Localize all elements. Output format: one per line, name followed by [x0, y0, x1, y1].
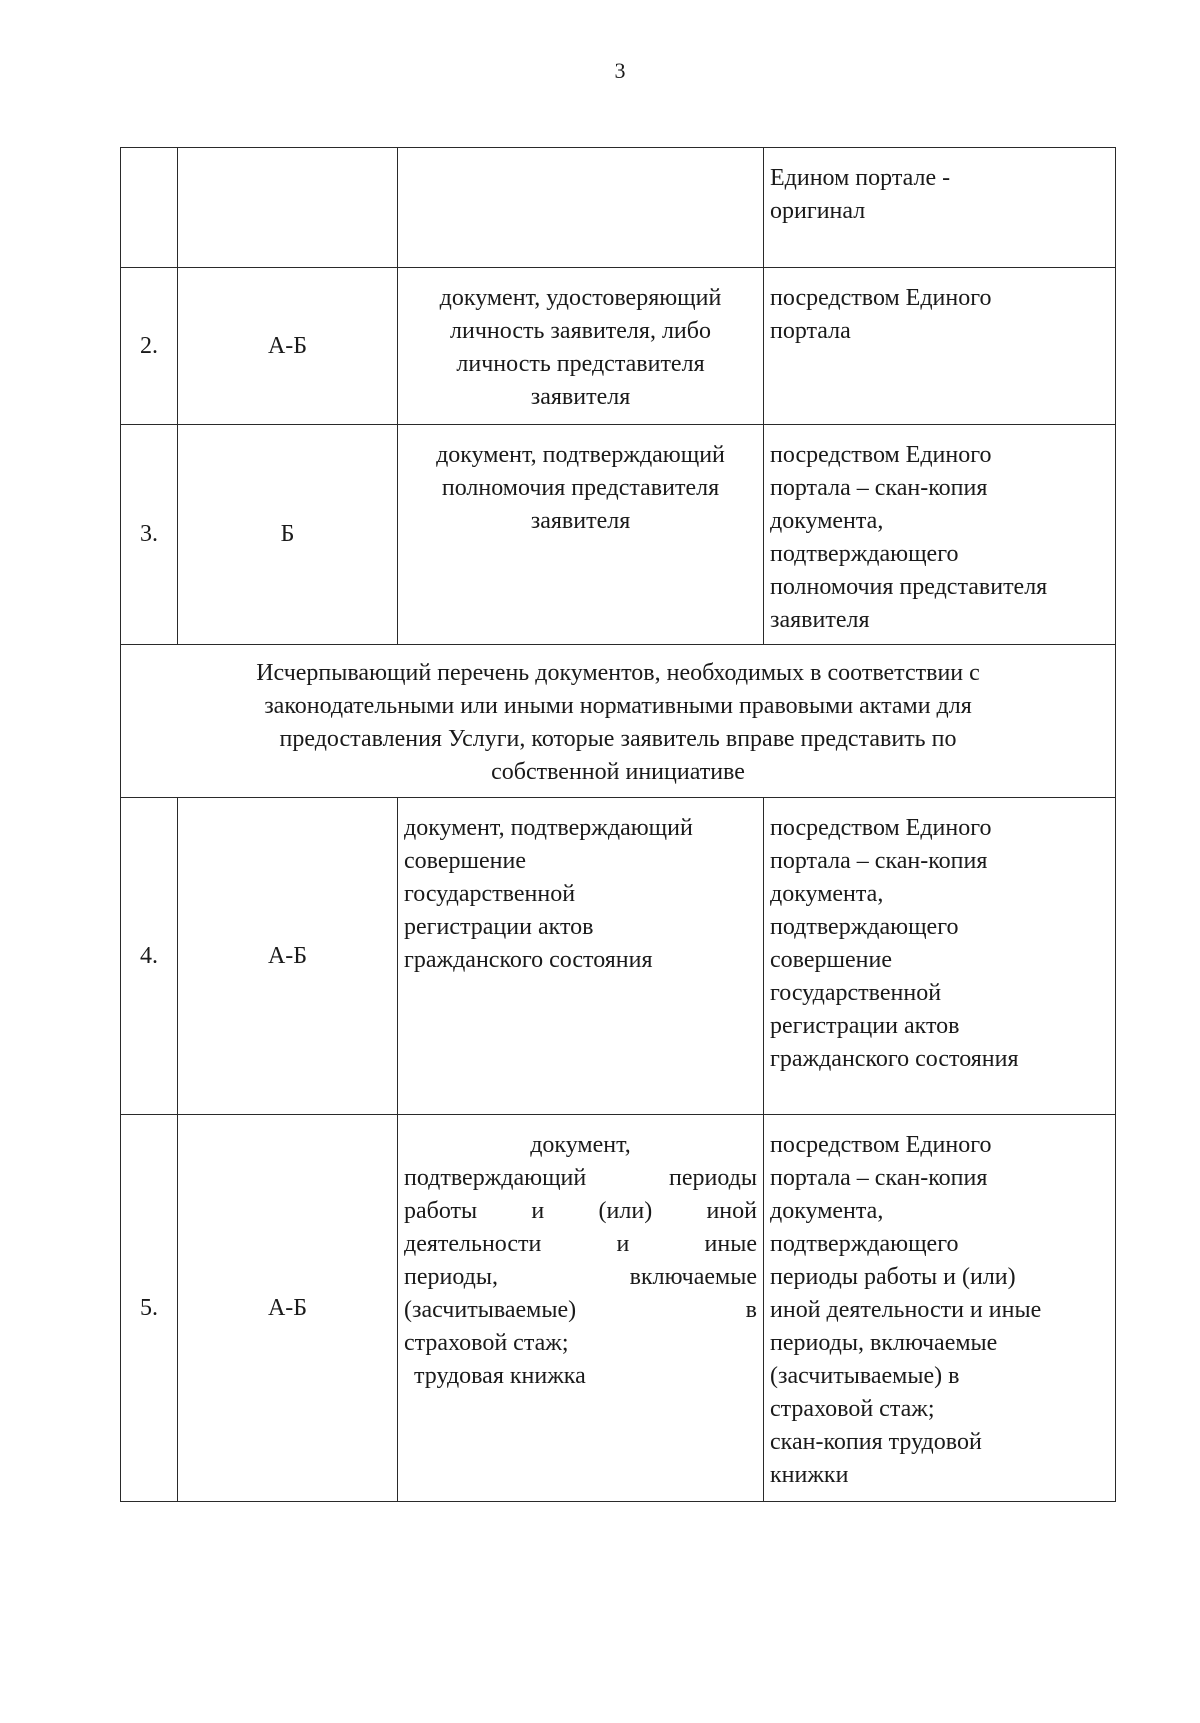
document-line: страховой стаж; [404, 1330, 569, 1356]
method-line: портала [770, 318, 851, 344]
document-line: государственной [404, 881, 576, 907]
document-line: регистрации актов [404, 914, 594, 940]
cell-document [398, 798, 764, 1115]
method-line: портала – скан-копия [770, 475, 988, 501]
document-line: документ, удостоверяющий [439, 285, 722, 311]
method-line: иной деятельности и иные [770, 1297, 1042, 1323]
cell-document [398, 1115, 764, 1502]
cell-number: 2. [121, 268, 178, 425]
method-line: посредством Единого [770, 1132, 992, 1158]
table-row-continued [121, 148, 1116, 268]
document-line: документ, подтверждающий [436, 442, 725, 468]
method-line: скан-копия трудовой [770, 1429, 982, 1455]
cell-category: Б [178, 425, 398, 645]
document-line: личность заявителя, либо [450, 318, 711, 344]
method-line: подтверждающего [770, 541, 959, 567]
method-line: книжки [770, 1462, 849, 1488]
document-line: периоды, включаемые [404, 1264, 757, 1290]
cell-document [398, 148, 764, 268]
document-line: гражданского состояния [404, 947, 653, 973]
document-line: трудовая книжка [414, 1363, 586, 1389]
cell-category: А-Б [178, 798, 398, 1115]
table-row [121, 798, 1116, 1115]
method-line: подтверждающего [770, 1231, 959, 1257]
table-row [121, 1115, 1116, 1502]
document-line: личность представителя [456, 351, 705, 377]
section-header-line: предоставления Услуги, которые заявитель вправе представить по [279, 726, 957, 752]
method-line: совершение [770, 947, 892, 973]
table-row [121, 268, 1116, 425]
cell-number: 5. [121, 1115, 178, 1502]
cell-method [764, 798, 1116, 1115]
cell-method [764, 1115, 1116, 1502]
cell-category [178, 148, 398, 268]
method-line: регистрации актов [770, 1013, 960, 1039]
document-line: заявителя [530, 508, 631, 534]
document-line: документ, [530, 1132, 631, 1158]
page-number: 3 [614, 58, 626, 83]
method-line: (засчитываемые) в [770, 1363, 960, 1389]
section-header-line: Исчерпывающий перечень документов, необходимых в соответствии с [256, 660, 980, 686]
method-line: документа, [770, 1198, 884, 1224]
document-line: деятельности и иные [404, 1231, 757, 1257]
method-line: посредством Единого [770, 442, 992, 468]
document-line: подтверждающий периоды [404, 1165, 757, 1191]
section-header [121, 645, 1116, 798]
document-line: работы и (или) иной [404, 1198, 757, 1224]
documents-table [120, 147, 1116, 1502]
method-line: портала – скан-копия [770, 848, 988, 874]
method-line: периоды работы и (или) [770, 1264, 1016, 1290]
method-line: портала – скан-копия [770, 1165, 988, 1191]
cell-document [398, 268, 764, 425]
cell-method [764, 268, 1116, 425]
method-line: государственной [770, 980, 942, 1006]
method-line: оригинал [770, 198, 866, 224]
cell-document [398, 425, 764, 645]
method-line: подтверждающего [770, 914, 959, 940]
cell-category: А-Б [178, 1115, 398, 1502]
document-line: (засчитываемые) в [404, 1297, 757, 1323]
document-line: заявителя [530, 384, 631, 410]
method-line: гражданского состояния [770, 1046, 1019, 1072]
cell-number: 4. [121, 798, 178, 1115]
document-line: документ, подтверждающий [404, 815, 693, 841]
cell-category: А-Б [178, 268, 398, 425]
document-line: полномочия представителя [441, 475, 720, 501]
section-header-row [121, 645, 1116, 798]
method-line: периоды, включаемые [770, 1330, 998, 1356]
table-row [121, 425, 1116, 645]
method-line: страховой стаж; [770, 1396, 935, 1422]
method-line: полномочия представителя [770, 574, 1048, 600]
cell-number: 3. [121, 425, 178, 645]
method-line: Едином портале - [770, 165, 951, 191]
method-line: документа, [770, 508, 884, 534]
cell-number [121, 148, 178, 268]
method-line: посредством Единого [770, 815, 992, 841]
method-line: посредством Единого [770, 285, 992, 311]
section-header-line: законодательными или иными нормативными правовыми актами для [264, 693, 972, 719]
section-header-line: собственной инициативе [491, 759, 745, 785]
method-line: заявителя [770, 607, 870, 633]
document-line: совершение [404, 848, 526, 874]
method-line: документа, [770, 881, 884, 907]
cell-method [764, 148, 1116, 268]
cell-method [764, 425, 1116, 645]
